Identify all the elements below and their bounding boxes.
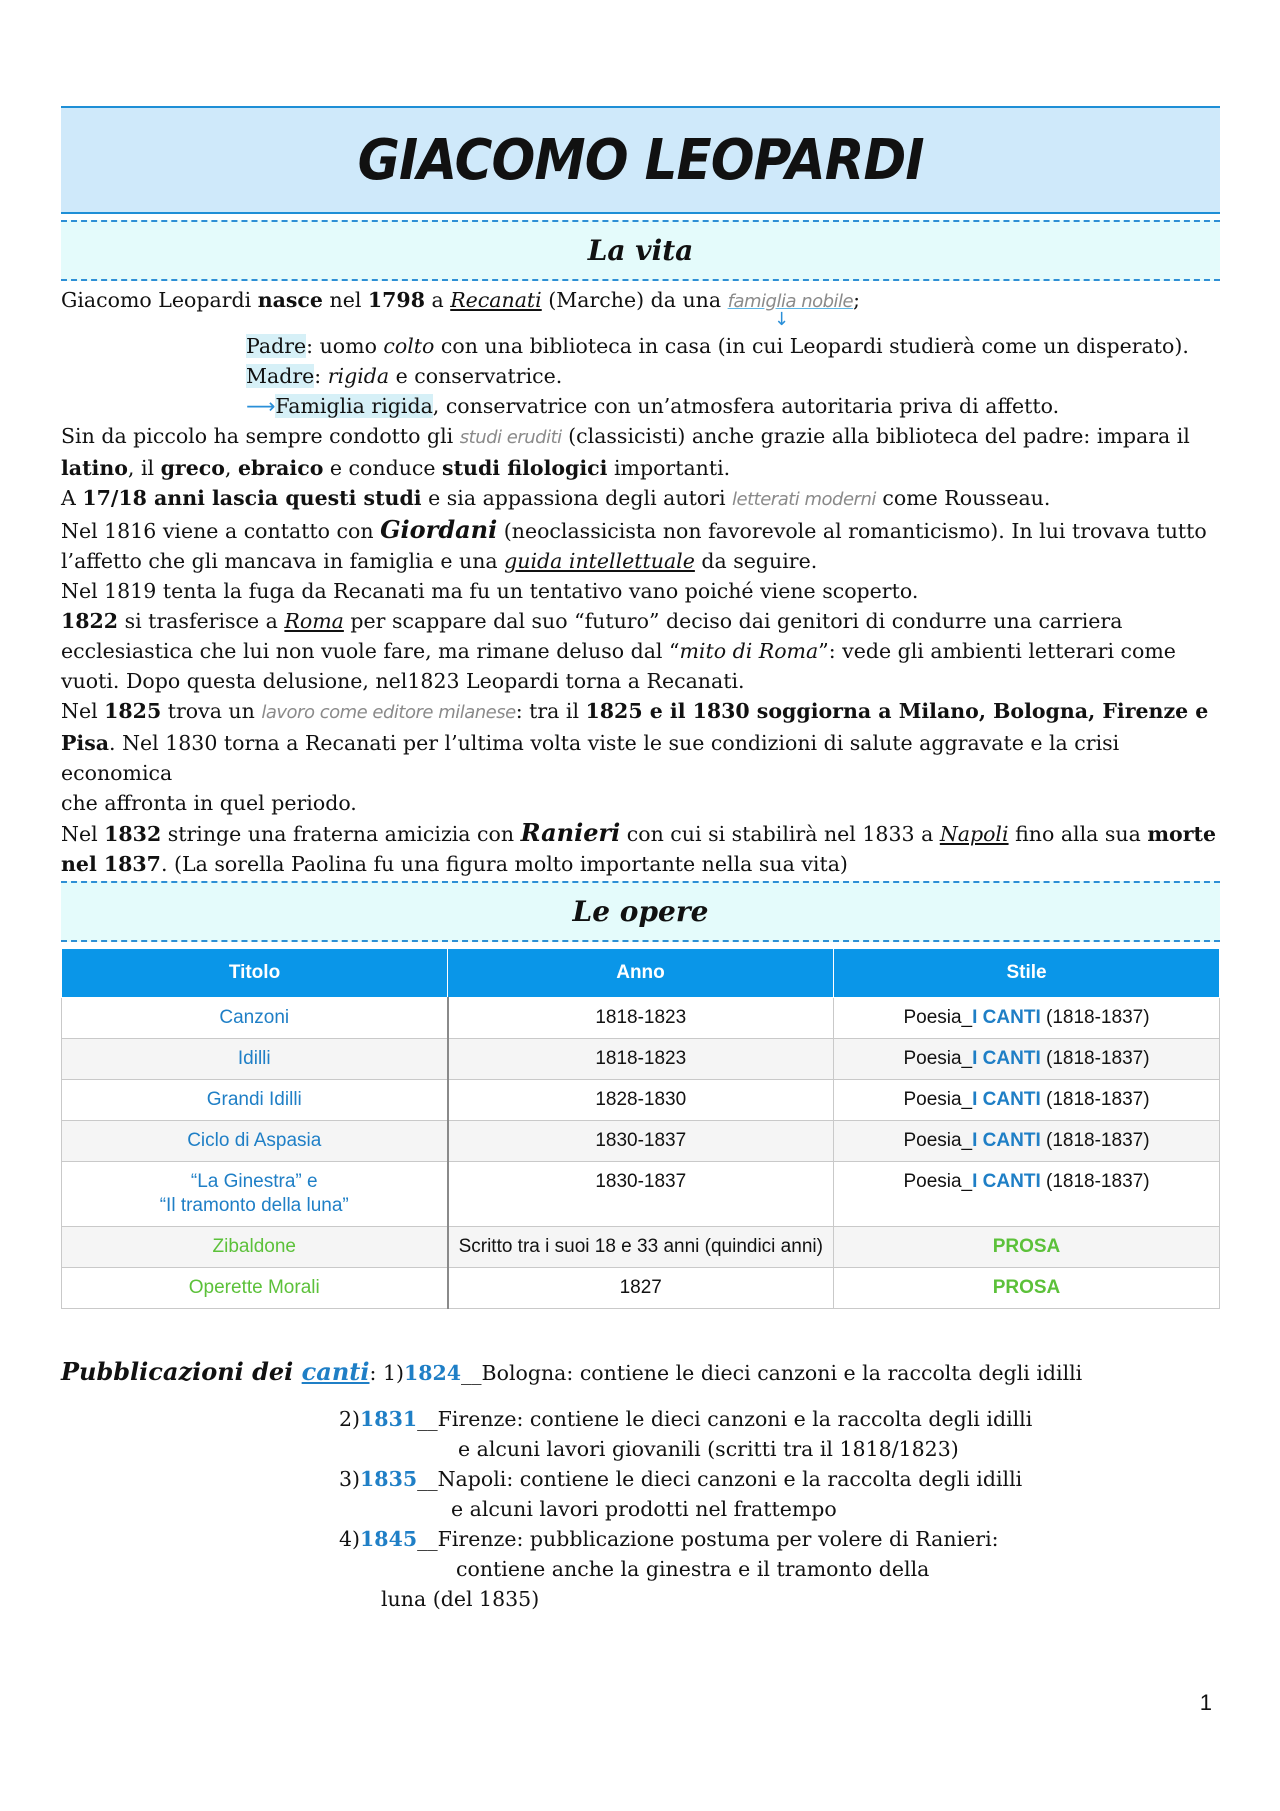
column-header-anno: Anno (448, 949, 834, 998)
section-title-vita: La vita (587, 234, 694, 267)
cell-stile: Poesia_I CANTI (1818-1837) (834, 1162, 1220, 1227)
cell-anno: 1827 (448, 1268, 834, 1309)
section-header-vita (61, 220, 1220, 281)
cell-titolo: Canzoni (62, 998, 448, 1039)
table-row (62, 998, 1220, 1039)
table-row (62, 1268, 1220, 1309)
cell-anno: 1828-1830 (448, 1080, 834, 1121)
cell-titolo: Operette Morali (62, 1268, 448, 1309)
paragraph: 1822 si trasferisce a Roma per scappare dal suo “futuro” deciso dai genitori di condurre una carriera (61, 609, 1123, 633)
paragraph: Giacomo Leopardi nasce nel 1798 a Recanati (Marche) da una famiglia nobile; (61, 288, 861, 312)
cell-anno: 1830-1837 (448, 1162, 834, 1227)
pub-item-2: 2)1831__Firenze: contiene le dieci canzoni e la raccolta degli idilli (339, 1407, 1033, 1431)
pubblicazioni-section (61, 1357, 1220, 1614)
pub-item-1: Pubblicazioni dei canti: 1)1824__Bologna: contiene le dieci canzoni e la raccolta degli idilli (61, 1357, 1083, 1386)
handwritten-note: famiglia nobile (727, 291, 854, 312)
cell-stile: Poesia_I CANTI (1818-1837) (834, 1039, 1220, 1080)
pub-item-3: 3)1835__Napoli: contiene le dieci canzoni e la raccolta degli idilli (339, 1467, 1023, 1491)
section-title-opere: Le opere (572, 895, 709, 928)
pub-item-4: 4)1845__Firenze: pubblicazione postuma per volere di Ranieri: (339, 1527, 999, 1551)
pub-item-2-cont: e alcuni lavori giovanili (scritti tra il 1818/1823) (458, 1437, 959, 1461)
vita-text (61, 285, 1220, 879)
paragraph-famiglia: ⟶Famiglia rigida, conservatrice con un’atmosfera autoritaria priva di affetto. (246, 394, 1060, 418)
paragraph-padre: Padre: uomo colto con una biblioteca in casa (in cui Leopardi studierà come un disperato). (246, 334, 1189, 358)
cell-stile: Poesia_I CANTI (1818-1837) (834, 1080, 1220, 1121)
page-title: GIACOMO LEOPARDI (357, 127, 924, 193)
paragraph: Nel 1819 tenta la fuga da Recanati ma fu un tentativo vano poiché viene scoperto. (61, 579, 919, 603)
table-header-row (62, 949, 1220, 998)
paragraph: latino, il greco, ebraico e conduce studi filologici importanti. (61, 456, 731, 480)
right-arrow-icon: ⟶ (246, 394, 276, 418)
column-header-titolo: Titolo (62, 949, 448, 998)
paragraph: vuoti. Dopo questa delusione, nel1823 Leopardi torna a Recanati. (61, 669, 745, 693)
pub-item-4-cont: contiene anche la ginestra e il tramonto della (456, 1557, 930, 1581)
cell-titolo: Ciclo di Aspasia (62, 1121, 448, 1162)
pub-item-3-cont: e alcuni lavori prodotti nel frattempo (451, 1497, 837, 1521)
pub-item-4-cont: luna (del 1835) (381, 1587, 540, 1611)
cell-titolo: “La Ginestra” e “Il tramonto della luna” (62, 1162, 448, 1227)
paragraph: Nel 1816 viene a contatto con Giordani (neoclassicista non favorevole al romanticismo). In lui trovava tutto (61, 515, 1207, 544)
cell-stile: Poesia_I CANTI (1818-1837) (834, 1121, 1220, 1162)
cell-anno: Scritto tra i suoi 18 e 33 anni (quindici anni) (448, 1227, 834, 1268)
paragraph: ecclesiastica che lui non vuole fare, ma rimane deluso dal “mito di Roma”: vede gli ambienti letterari come (61, 639, 1176, 663)
cell-titolo: Grandi Idilli (62, 1080, 448, 1121)
cell-anno: 1830-1837 (448, 1121, 834, 1162)
paragraph-madre: Madre: rigida e conservatrice. (246, 364, 563, 388)
paragraph: Nel 1832 stringe una fraterna amicizia con Ranieri con cui si stabilirà nel 1833 a Napoli fino alla sua morte (61, 818, 1217, 847)
column-header-stile: Stile (834, 949, 1220, 998)
table-row (62, 1121, 1220, 1162)
paragraph: nel 1837. (La sorella Paolina fu una figura molto importante nella sua vita) (61, 852, 848, 876)
connector (61, 309, 1220, 331)
table-row (62, 1080, 1220, 1121)
paragraph: che affronta in quel periodo. (61, 791, 357, 815)
cell-titolo: Idilli (62, 1039, 448, 1080)
cell-stile: PROSA (834, 1268, 1220, 1309)
down-arrow-icon: ↓ (774, 309, 790, 330)
cell-stile: Poesia_I CANTI (1818-1837) (834, 998, 1220, 1039)
table-row (62, 1227, 1220, 1268)
cell-anno: 1818-1823 (448, 998, 834, 1039)
section-header-opere (61, 881, 1220, 942)
paragraph: l’affetto che gli mancava in famiglia e una guida intellettuale da seguire. (61, 549, 818, 573)
paragraph: A 17/18 anni lascia questi studi e sia appassiona degli autori letterati moderni come Rousseau. (61, 486, 1051, 510)
paragraph: Nel 1825 trova un lavoro come editore milanese: tra il 1825 e il 1830 soggiorna a Milano, Bologna, Firenze e (61, 699, 1209, 723)
works-table (61, 948, 1220, 1309)
title-banner (61, 106, 1220, 214)
cell-anno: 1818-1823 (448, 1039, 834, 1080)
page-number: 1 (1199, 1690, 1212, 1715)
table-row (62, 1162, 1220, 1227)
cell-stile: PROSA (834, 1227, 1220, 1268)
paragraph: Sin da piccolo ha sempre condotto gli studi eruditi (classicisti) anche grazie alla biblioteca del padre: impara il (61, 424, 1190, 448)
table-row (62, 1039, 1220, 1080)
document-page (61, 106, 1220, 1614)
paragraph: Pisa. Nel 1830 torna a Recanati per l’ultima volta viste le sue condizioni di salute aggravate e la crisi economica (61, 731, 1120, 785)
cell-titolo: Zibaldone (62, 1227, 448, 1268)
